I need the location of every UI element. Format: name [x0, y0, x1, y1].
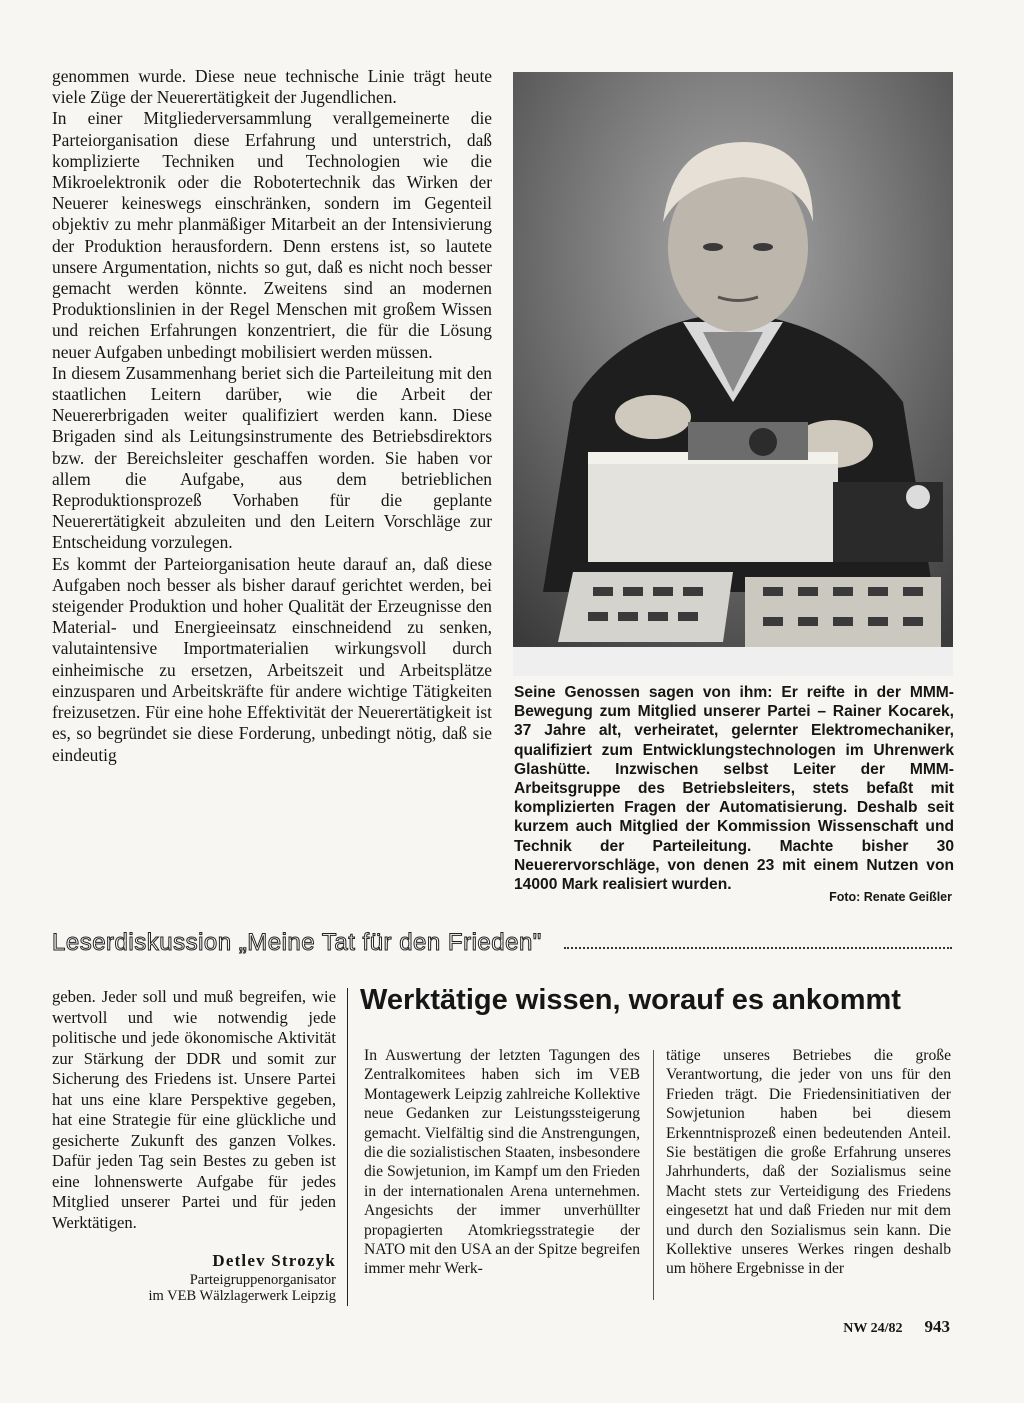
photo-caption: Seine Genossen sagen von ihm: Er reifte in der MMM-Bewegung zum Mitglied unserer Partei – Rainer Kocarek, 37 Jahre alt, verheiratet, gelernter Elektromechaniker, qualifiziert zum Entwicklungstechnologen im Uhrenwerk Glashütte. Inzwischen selbst Leiter der MMM-Arbeitsgruppe des Betriebsleiters, stets befaßt mit komplizierten Fragen der Automatisierung. Deshalb seit kurzem auch Mitglied der Kommission Wissenschaft und Technik der Parteileitung. Machte bisher 30 Neuerervorschläge, von denen 23 mit einem Nutzen von 14000 Mark realisiert wurden. [514, 684, 954, 894]
author-block [52, 1250, 336, 1304]
article-column-top [52, 66, 492, 766]
section-rubric [52, 928, 952, 958]
letter-text: In Auswertung der letzten Tagungen des Zentralkomitees haben sich im VEB Montagewerk Leipzig zahlreiche Kollektive neue Gedanken zur Leistungssteigerung gemacht. Vielfältig sind die Anstrengungen, die die sozialistischen Staaten, insbesondere die Sowjetunion, im Kampf um den Frieden in der internationalen Arena unternehmen. Angesichts der immer unverhüllter propagierten Atomkriegsstrategie der NATO mit den USA an der Spitze begreifen immer mehr Werk- [364, 1047, 640, 1278]
page-number: 943 [924, 1317, 950, 1336]
issue-number: NW 24/82 [843, 1321, 903, 1336]
rubric-dotted-rule [564, 947, 952, 949]
portrait-photo [513, 72, 953, 676]
letter-column-divider [653, 1050, 654, 1300]
author-name: Detlev Strozyk [212, 1251, 336, 1270]
article-paragraph: Es kommt der Parteiorganisation heute darauf an, daß diese Aufgaben noch besser als bisher darauf gerichtet werden, bei steigender Produktion und hoher Qualität der Erzeugnisse den Material- und Energieeinsatz einschneidend zu senken, valutaintensive Importmaterialien wirkungsvoll durch einheimische zu ersetzen, Arbeitszeit und Arbeitsplätze einzusparen und Arbeitskräfte für andere wichtige Tätigkeiten freizusetzen. Für eine hohe Effektivität der Neuerertätigkeit ist es, so begründet sie diese Forderung, unbedingt nötig, daß sie eindeutig [52, 553, 492, 765]
continuation-text: geben. Jeder soll und muß begreifen, wie wertvoll und wie notwendig jede politische und jede ökonomische Aktivität zur Stärkung der DDR und somit zur Sicherung des Friedens ist. Unsere Partei hat uns eine klare Perspektive gegeben, hat eine Strategie für eine glückliche und gesicherte Zukunft des ganzen Volkes. Dafür jeden Tag sein Bestes zu geben ist eine lohnenswerte Aufgabe für jedes Mitglied unserer Partei und für jeden Werktätigen. [52, 987, 336, 1232]
letter-text: tätige unseres Betriebes die große Verantwortung, die jeder von uns für den Frieden trägt. Die Friedensinitiativen der Sowjetunion haben bei diesem Erkenntnisprozeß einen bedeutenden Anteil. Sie bestätigen die große Erfahrung unseres Jahrhunderts, daß der Sozialismus seine Macht stets zur Verteidigung des Friedens eingesetzt hat und daß Frieden nur mit dem und durch den Sozialismus sein kann. Die Kollektive unseres Werkes ringen deshalb um höhere Ergebnisse in der [666, 1047, 951, 1278]
letter-column-2 [666, 1046, 951, 1279]
article-paragraph: genommen wurde. Diese neue technische Linie trägt heute viele Züge der Neuerertätigkeit der Jugendlichen. [52, 66, 492, 108]
author-role: Parteigruppenorganisator [189, 1272, 336, 1288]
column-divider [347, 988, 348, 1306]
rubric-title: Leserdiskussion „Meine Tat für den Frieden" [52, 929, 542, 956]
page-footer [843, 1317, 950, 1337]
author-organization: im VEB Wälzlagerwerk Leipzig [148, 1288, 336, 1304]
article-continuation [52, 987, 336, 1233]
article-paragraph: In einer Mitgliederversammlung verallgemeinerte die Parteiorganisation diese Erfahrung und unterstrich, daß komplizierte Techniken und Technologien wie die Mikroelektronik oder die Robotertechnik das Wirken der Neuerer keineswegs einschränken, sondern im Gegenteil objektiv zu mehr planmäßiger Mitarbeit an der Intensivierung der Produktion herausfordern. Denn erstens ist, so lautete unsere Argumentation, nichts so gut, daß es nicht noch besser gemacht werden könnte. Zweitens sind an modernen Produktionslinien in der Regel Menschen mit großem Wissen und reichen Erfahrungen konzentriert, die für die Lösung neuer Aufgaben unbedingt mobilisiert werden müssen. [52, 108, 492, 362]
photo-illustration [513, 72, 953, 676]
article-paragraph: In diesem Zusammenhang beriet sich die Parteileitung mit den staatlichen Leitern darüber, wie die Arbeit der Neuererbrigaden weiter qualifiziert werden kann. Diese Brigaden sind als Leitungsinstrumente des Betriebsdirektors bzw. der Bereichsleiter geschaffen worden. Sie haben vor allem die Aufgabe, aus dem betrieblichen Reproduktionsprozeß Vorhaben für die geplante Neuerertätigkeit abzuleiten und den Leitern Vorschläge zur Entscheidung vorzulegen. [52, 362, 492, 553]
letter-headline: Werktätige wissen, worauf es ankommt [360, 984, 901, 1016]
letter-column-1 [364, 1046, 640, 1279]
photo-credit: Foto: Renate Geißler [829, 890, 952, 904]
